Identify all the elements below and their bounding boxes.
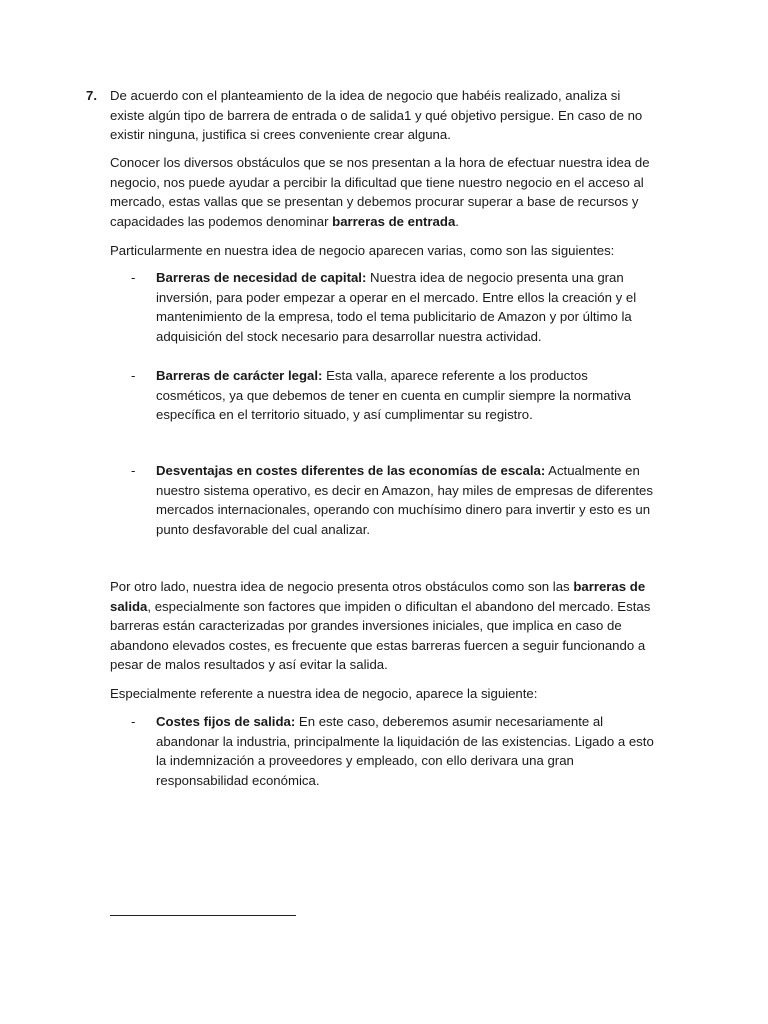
bullet-title: Costes fijos de salida:: [156, 714, 296, 729]
list-item: [131, 366, 661, 425]
paragraph-intro-tail: .: [455, 213, 459, 229]
question-block: [86, 86, 666, 145]
bullet-dash: -: [131, 714, 136, 729]
bullet-body: Actualmente en nuestro sistema operativo, es decir en Amazon, hay miles de empresas de diferentes mercados internacionales, operando con muchísimo dinero para invertir y esto es un punto desfavorable del cual analizar.: [156, 463, 653, 537]
bullet-title: Desventajas en costes diferentes de las economías de escala:: [156, 463, 546, 478]
footnote-separator: [110, 915, 296, 916]
list-item: [131, 461, 661, 539]
bullet-title: Barreras de carácter legal:: [156, 368, 323, 383]
paragraph-intro-text: Conocer los diversos obstáculos que se nos presentan a la hora de efectuar nuestra idea de negocio, nos puede ayudar a percibir la dificultad que tiene nuestro negocio en el acceso al mercado, estas vallas que se presentan y debemos procurar superar a base de recursos y capacidades las podemos denominar: [110, 155, 650, 229]
bullet-text: [156, 268, 661, 346]
bullet-text: [156, 366, 661, 425]
question-text: De acuerdo con el planteamiento de la idea de negocio que habéis realizado, analiza si existe algún tipo de barrera de entrada o de salida1 y qué objetivo persigue. En caso de no existir ninguna, justifica si crees conveniente crear alguna.: [110, 88, 643, 142]
bullet-body: Esta valla, aparece referente a los productos cosméticos, ya que debemos de tener en cuenta en cumplir siempre la normativa específica en el territorio situado, y así cumplimentar su registro.: [156, 368, 631, 422]
bullet-text: [156, 461, 661, 539]
bullet-dash: -: [131, 463, 136, 478]
bullet-body: En este caso, deberemos asumir necesariamente al abandonar la industria, principalmente la liquidación de las existencias. Ligado a esto la indemnización a proveedores y empleado, con ello derivara una gran responsabilidad económica.: [156, 714, 654, 788]
list-item: [131, 268, 661, 346]
bullet-dash: -: [131, 270, 136, 285]
paragraph-exit-lead: Por otro lado, nuestra idea de negocio presenta otros obstáculos como son las: [110, 579, 574, 594]
bullet-dash: -: [131, 368, 136, 383]
paragraph-exit-text: , especialmente son factores que impiden o dificultan el abandono del mercado. Estas barreras están caracterizadas por grandes inversiones iniciales, que implica en caso de abandono elevados costes, es frecuente que estas barreras fuercen a seguir funcionando a pesar de malos resultados y así evitar la salida.: [110, 598, 651, 672]
paragraph-exit-barriers: [110, 577, 660, 675]
bullet-title: Barreras de necesidad de capital:: [156, 270, 367, 285]
bullet-text: [156, 712, 661, 790]
paragraph-list-intro: Particularmente en nuestra idea de negocio aparecen varias, como son las siguientes:: [110, 243, 615, 258]
paragraph-intro: [110, 153, 660, 231]
paragraph-exit-intro: Especialmente referente a nuestra idea de negocio, aparece la siguiente:: [110, 686, 538, 701]
bullet-body: Nuestra idea de negocio presenta una gran inversión, para poder empezar a operar en el mercado. Entre ellos la creación y el mantenimiento de la empresa, todo el tema publicitario de Amazon y por último la adquisición del stock necesario para desarrollar nuestra actividad.: [156, 270, 637, 344]
question-number: 7.: [86, 88, 97, 103]
list-item: [131, 712, 661, 790]
paragraph-exit-bold: barreras de salida: [110, 579, 646, 614]
paragraph-intro-bold: barreras de entrada: [332, 213, 456, 229]
